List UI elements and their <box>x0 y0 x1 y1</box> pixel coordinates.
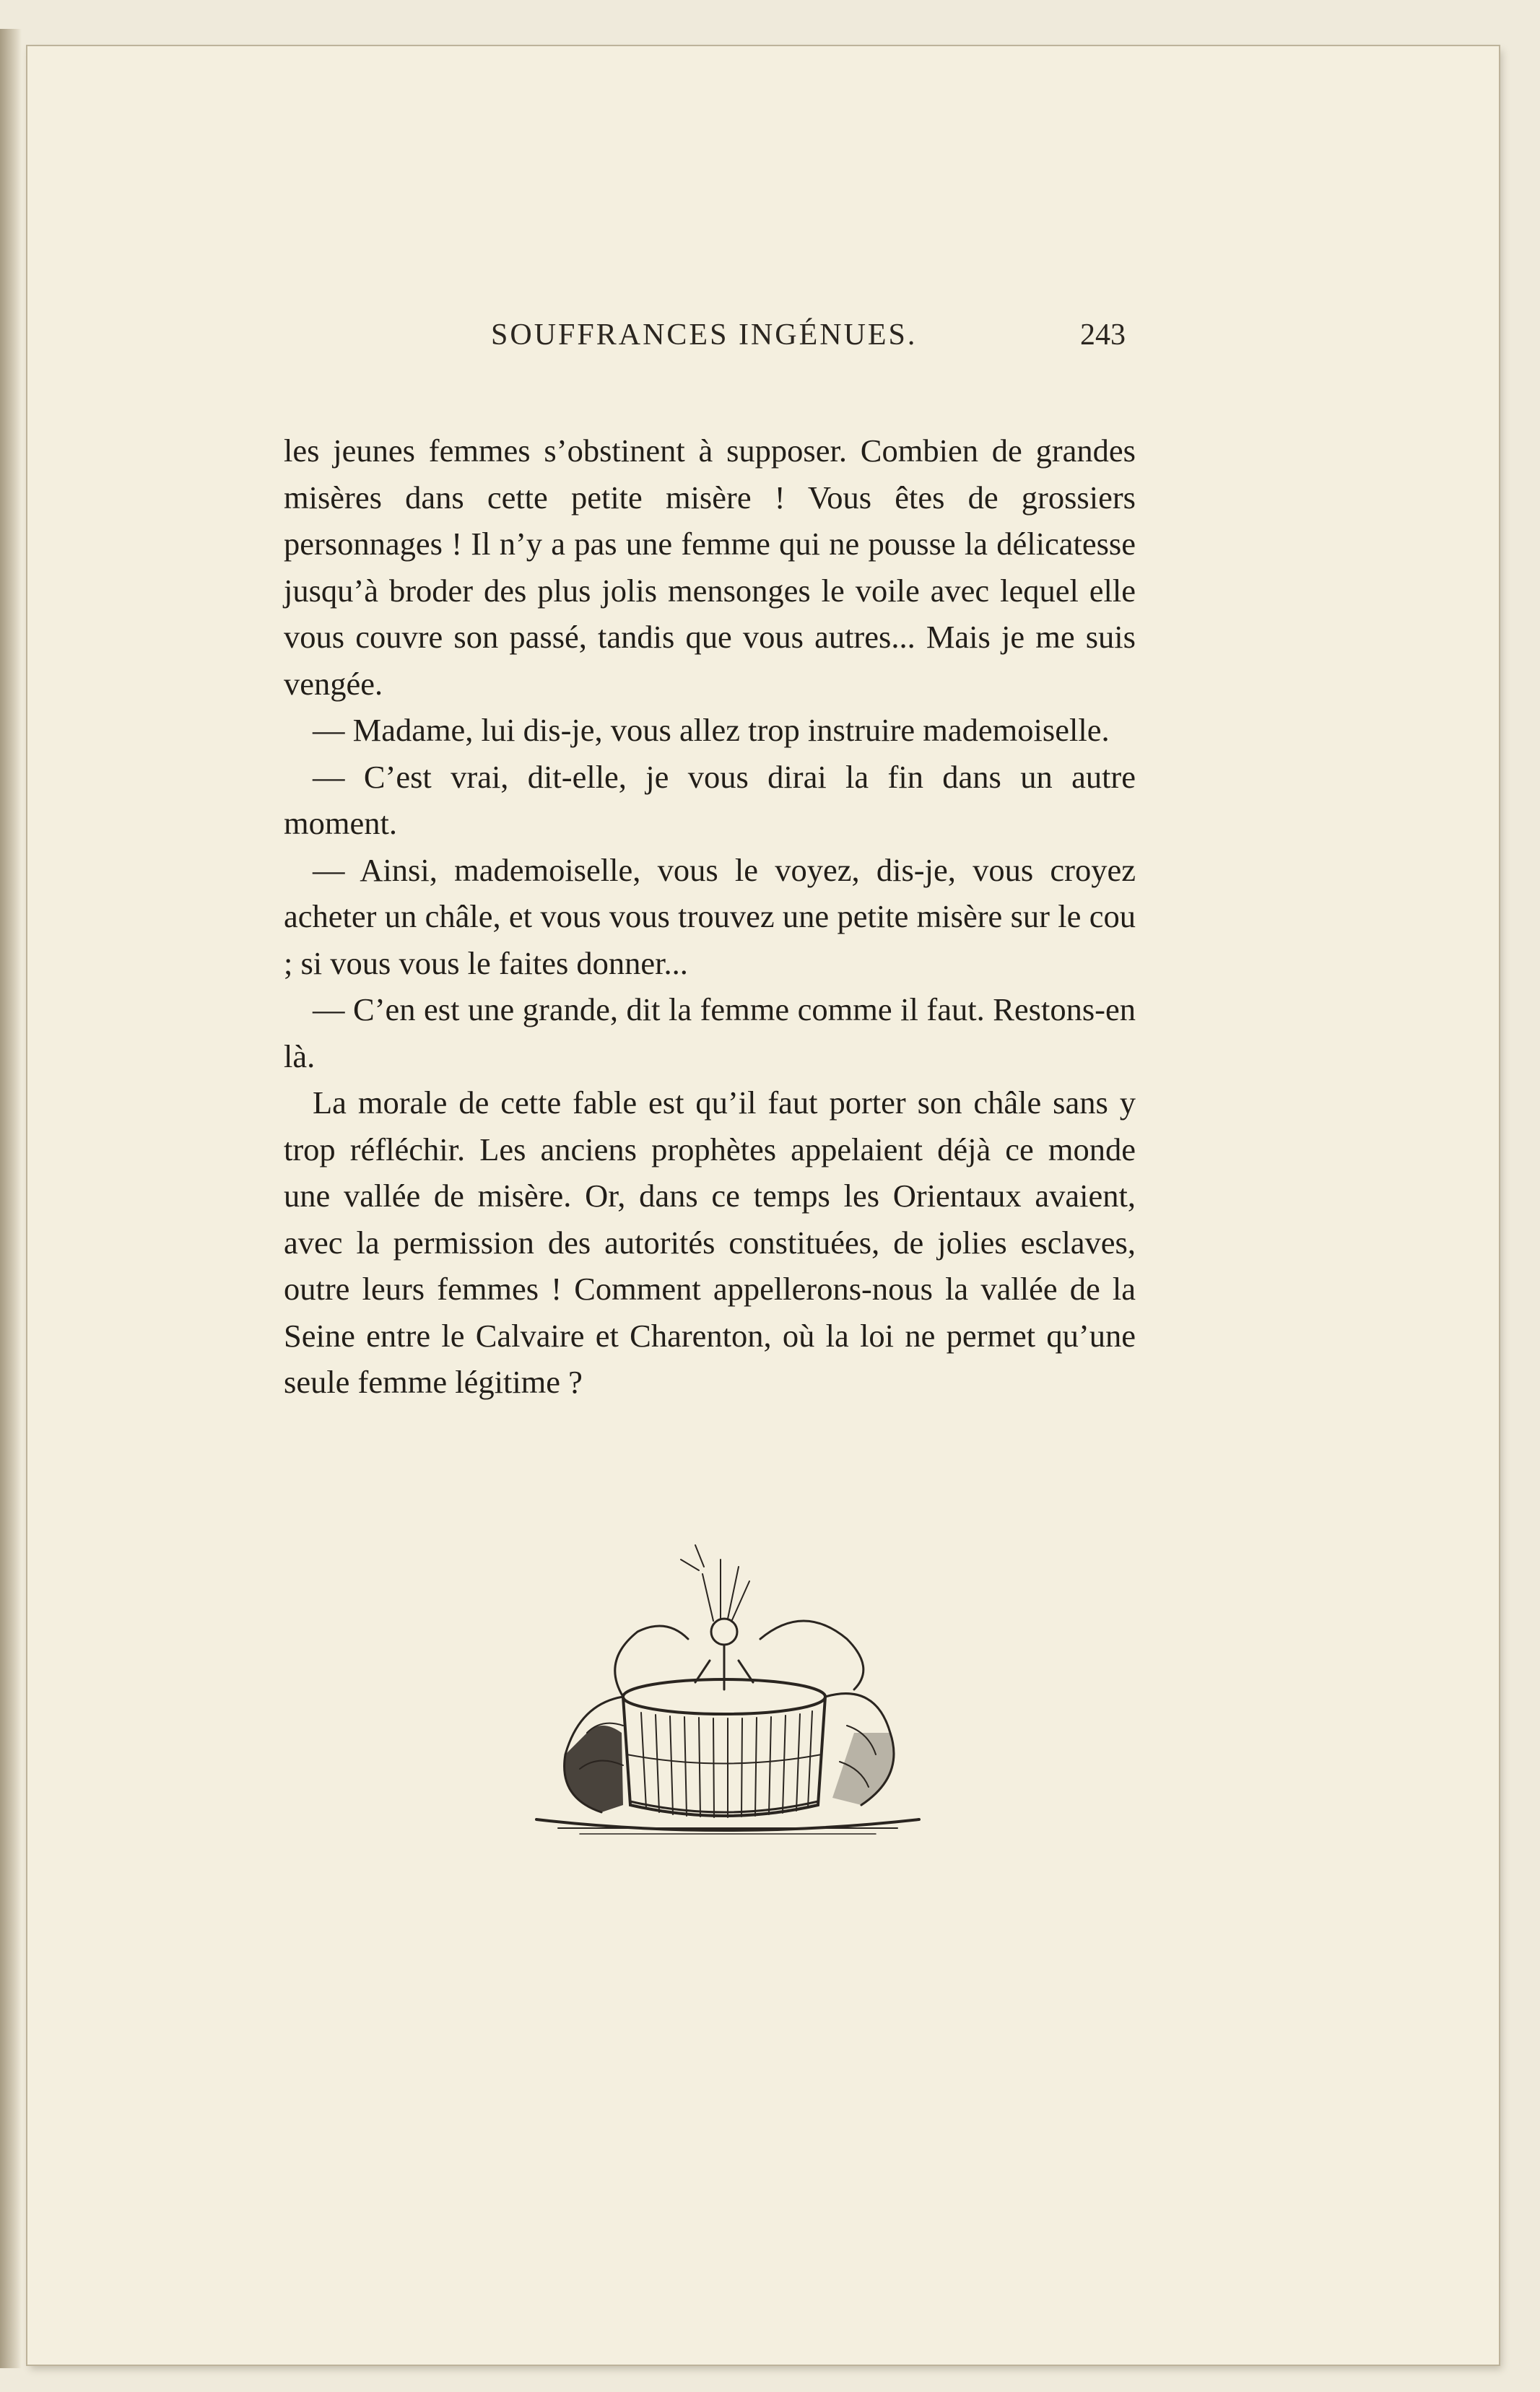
page-number: 243 <box>1080 318 1126 352</box>
body-text <box>284 427 1136 1406</box>
paragraph-1: les jeunes femmes s’obstinent à supposer. Combien de grandes misères dans cette petite misère ! Vous êtes de grossiers personnages ! Il n’y a pas une femme qui ne pousse la délicatesse jusqu’à broder des plus jolis mensonges le voile avec lequel elle vous couvre son passé, tandis que vous autres... Mais je me suis vengée. <box>284 432 1136 702</box>
running-head: SOUFFRANCES INGÉNUES. <box>491 318 918 352</box>
vignette-drawing <box>515 1516 934 1841</box>
paragraph-4: — Ainsi, mademoiselle, vous le voyez, dis-je, vous croyez acheter un châle, et vous vous trouvez une petite misère sur le cou ; si vous vous le faites donner... <box>284 851 1136 981</box>
book-gutter <box>0 29 22 2368</box>
paragraph-2: — Madame, lui dis-je, vous allez trop instruire mademoiselle. <box>313 712 1110 748</box>
paragraph-3: — C’est vrai, dit-elle, je vous dirai la fin dans un autre moment. <box>284 758 1136 841</box>
basket-vignette-icon <box>515 1516 934 1841</box>
paragraph-6: La morale de cette fable est qu’il faut porter son châle sans y trop réfléchir. Les anciens prophètes appelaient déjà ce monde une vallée de misère. Or, dans ce temps les Orientaux avaient, avec la permission des autorités constituées, de jolies esclaves, outre leurs femmes ! Comment appellerons-nous la vallée de la Seine entre le Calvaire et Charenton, où la loi ne permet qu’une seule femme légitime ? <box>284 1084 1136 1400</box>
paragraph-5: — C’en est une grande, dit la femme comme il faut. Restons-en là. <box>284 991 1136 1074</box>
